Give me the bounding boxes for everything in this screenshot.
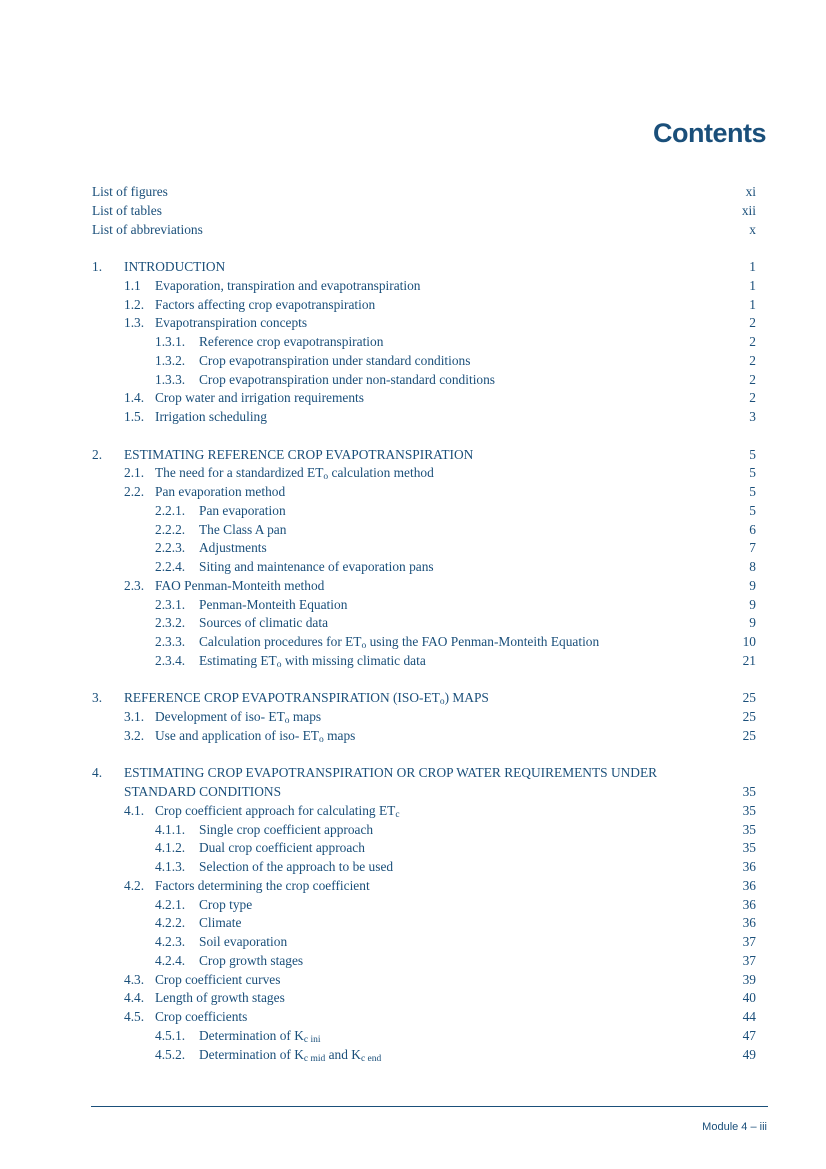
toc-entry-title: [155, 971, 280, 990]
toc-entry-text: Dual crop coefficient approach: [199, 840, 365, 856]
toc-entry-page: xii: [741, 202, 756, 218]
toc-entry-page: 25: [742, 727, 756, 743]
toc-entry-page: 36: [742, 896, 756, 912]
toc-entry-text: using the FAO Penman-Monteith Equation: [366, 634, 600, 649]
toc-entry-subscript: c: [395, 809, 400, 820]
toc-entry-title: [155, 727, 355, 746]
toc-entry[interactable]: [92, 727, 756, 746]
toc-entry-title: [155, 708, 321, 727]
toc-entry-number: 1.3.: [124, 315, 145, 331]
toc-entry-number: 2.2.1.: [155, 502, 186, 518]
toc-entry-page: 35: [742, 784, 756, 799]
toc-entry-subscript: o: [323, 472, 329, 483]
toc-entry[interactable]: [92, 314, 756, 333]
toc-entry-title: [199, 502, 286, 521]
toc-entry-page: 9: [749, 577, 756, 593]
toc-entry-number: 2.1.: [124, 465, 145, 481]
toc-entry-text: ESTIMATING REFERENCE CROP EVAPOTRANSPIRATION: [124, 446, 474, 462]
toc-entry-page: 25: [742, 690, 756, 706]
toc-entry-subscript: o: [276, 659, 282, 670]
toc-entry[interactable]: [92, 596, 756, 615]
toc-entry-subscript: o: [284, 716, 290, 726]
toc-entry-text: List of abbreviations: [92, 221, 203, 237]
toc-entry-number: 4.2.2.: [155, 915, 186, 931]
toc-entry-number: 4.1.3.: [155, 859, 186, 874]
toc-entry-title: [124, 258, 225, 277]
toc-entry-number: 4.1.1.: [155, 821, 186, 837]
toc-entry-page: 8: [749, 559, 756, 574]
toc-entry-page: 25: [742, 709, 756, 724]
toc-entry-page: 2: [749, 390, 756, 406]
toc-entry-title: [155, 464, 434, 483]
toc-entry-page: 35: [742, 821, 756, 837]
toc-entry-page: 21: [742, 652, 756, 668]
toc-entry-number: 1.4.: [124, 390, 145, 406]
toc-entry-number: 4.1.: [124, 802, 145, 818]
toc-entry-text: Evaporation, transpiration and evapotranspiration: [155, 277, 421, 293]
toc-entry-number: 2.: [92, 446, 103, 462]
toc-entry-number: 2.3.4.: [155, 652, 186, 668]
toc-entry-title: [155, 389, 364, 408]
toc-entry[interactable]: [92, 877, 756, 896]
toc-entry[interactable]: [92, 914, 756, 933]
toc-entry-title: [199, 933, 287, 952]
toc-entry-number: 4.5.1.: [155, 1027, 186, 1043]
toc-entry-title: [155, 483, 285, 502]
toc-entry[interactable]: [92, 708, 756, 727]
toc-entry-text: Development of iso- ET: [155, 709, 285, 724]
toc-entry-text: Sources of climatic data: [199, 615, 329, 631]
toc-entry-text: Crop type: [199, 896, 253, 912]
toc-entry-number: 1.: [92, 259, 103, 274]
toc-entry-page: 37: [742, 934, 756, 949]
toc-entry-title: [92, 221, 203, 240]
toc-entry-text: Siting and maintenance of evaporation pans: [199, 559, 434, 574]
toc-entry[interactable]: [92, 821, 756, 840]
toc-entry[interactable]: [92, 258, 756, 277]
toc-entry-text: Single crop coefficient approach: [199, 821, 374, 837]
toc-entry-text: and K: [325, 1046, 361, 1062]
toc-entry-title: [155, 296, 375, 315]
toc-entry-number: 4.4.: [124, 990, 145, 1006]
toc-entry-title: [199, 521, 286, 540]
toc-entry[interactable]: [92, 952, 756, 971]
toc-entry-title: [155, 802, 400, 821]
toc-entry-title: [199, 952, 303, 971]
toc-entry-page: 35: [742, 840, 756, 856]
toc-entry-number: 2.2.4.: [155, 559, 186, 574]
toc-entry-text: Estimating ET: [199, 652, 277, 668]
toc-entry-number: 4.: [92, 765, 103, 781]
toc-entry[interactable]: [92, 989, 756, 1008]
toc-entry-title: [199, 821, 373, 840]
toc-entry-text: The need for a standardized ET: [155, 465, 324, 481]
toc-entry-page: 36: [742, 915, 756, 931]
toc-entry-number: 2.3.1.: [155, 596, 186, 612]
toc-entry-title: [155, 1008, 247, 1027]
toc-entry[interactable]: [92, 202, 756, 221]
toc-entry[interactable]: [92, 652, 756, 671]
toc-entry-title: [155, 408, 267, 427]
toc-entry-title: [199, 371, 495, 390]
toc-entry-title: [92, 202, 162, 221]
toc-entry-text: Climate: [199, 915, 242, 931]
toc-entry-page: 5: [749, 465, 756, 481]
toc-entry-text: Length of growth stages: [155, 990, 285, 1006]
toc-entry[interactable]: [92, 896, 756, 915]
toc-entry-text: Adjustments: [199, 540, 267, 556]
toc-entry-text: Evapotranspiration concepts: [155, 315, 308, 331]
toc-entry[interactable]: [92, 333, 756, 352]
toc-entry-page: 1: [749, 296, 756, 312]
toc-entry-number: 1.1: [124, 277, 141, 293]
toc-entry-text: Crop evapotranspiration under standard conditions: [199, 352, 471, 368]
toc-entry-number: 4.2.3.: [155, 934, 186, 949]
toc-entry-number: 1.5.: [124, 409, 145, 424]
toc-entry-page: 6: [749, 521, 756, 537]
toc-entry-number: 3.2.: [124, 727, 145, 743]
toc-entry[interactable]: [92, 614, 756, 633]
toc-entry-text: List of tables: [92, 202, 162, 218]
toc-entry-number: 1.2.: [124, 296, 145, 312]
toc-entry-page: 7: [749, 540, 756, 556]
toc-entry-page: 2: [749, 352, 756, 368]
toc-entry[interactable]: [92, 446, 756, 465]
toc-entry[interactable]: [92, 221, 756, 240]
toc-entry-number: 4.1.2.: [155, 840, 186, 856]
toc-entry[interactable]: [92, 1008, 756, 1027]
toc-entry-number: 4.3.: [124, 971, 145, 987]
toc-entry-number: 3.: [92, 690, 103, 706]
toc-entry-number: 2.3.3.: [155, 634, 186, 649]
toc-entry[interactable]: [92, 483, 756, 502]
toc-entry-title: [199, 558, 434, 577]
toc-entry[interactable]: [92, 633, 756, 652]
toc-entry[interactable]: [92, 521, 756, 540]
toc-entry-number: 1.3.1.: [155, 334, 186, 349]
toc-entry-text: Factors affecting crop evapotranspiration: [155, 296, 376, 312]
toc-entry-title: [199, 633, 599, 652]
toc-entry-page: 36: [742, 877, 756, 893]
toc-entry-number: 4.2.4.: [155, 952, 186, 968]
toc-entry-subscript: c end: [360, 1053, 382, 1064]
toc-entry-title: [155, 314, 307, 333]
toc-entry[interactable]: [92, 389, 756, 408]
toc-entry-title: [155, 277, 421, 296]
toc-entry-page: 2: [749, 334, 756, 349]
toc-entry-text: maps: [289, 709, 322, 724]
toc-entry-title: [199, 652, 426, 671]
toc-entry-text: ESTIMATING CROP EVAPOTRANSPIRATION OR CROP WATER REQUIREMENTS UNDER: [124, 765, 658, 781]
toc-entry-text: with missing climatic data: [281, 652, 426, 668]
toc-entry[interactable]: [92, 277, 756, 296]
toc-entry[interactable]: [92, 558, 756, 577]
footer-divider: [91, 1106, 768, 1107]
toc-entry[interactable]: [92, 689, 756, 708]
toc-entry-text: Irrigation scheduling: [155, 409, 267, 424]
toc-entry-text: calculation method: [328, 465, 434, 481]
toc-entry-number: 2.3.: [124, 577, 145, 593]
toc-entry-subscript: o: [319, 734, 324, 745]
toc-entry-title: [199, 896, 252, 915]
toc-entry-page: 9: [749, 596, 756, 612]
toc-entry-number: 2.3.2.: [155, 615, 186, 631]
toc-entry-text: Factors determining the crop coefficient: [155, 877, 370, 893]
toc-entry-title: [124, 446, 473, 465]
toc-entry-page: 39: [742, 971, 756, 987]
toc-entry-title: [124, 783, 281, 802]
toc-entry-subscript: o: [439, 697, 445, 708]
toc-entry-title: [199, 614, 328, 633]
toc-entry-text: Reference crop evapotranspiration: [199, 334, 384, 349]
toc-entry[interactable]: [92, 296, 756, 315]
page-footer: Module 4 – iii: [702, 1121, 767, 1133]
toc-entry-page: 37: [742, 952, 756, 968]
toc-entry-number: 4.5.: [124, 1009, 145, 1024]
toc-entry-text: Determination of K: [199, 1027, 304, 1043]
toc-entry-number: 2.2.2.: [155, 521, 186, 537]
toc-entry-page: 10: [742, 634, 756, 649]
toc-entry[interactable]: [92, 408, 756, 427]
toc-entry-page: 47: [742, 1027, 756, 1043]
toc-entry[interactable]: [92, 764, 756, 783]
toc-entry-text: Crop growth stages: [199, 952, 304, 968]
toc-entry-title: [155, 577, 324, 596]
toc-entry-page: 5: [749, 484, 756, 499]
toc-entry-page: 2: [749, 315, 756, 331]
toc-entry-text: Crop coefficients: [155, 1009, 248, 1024]
toc-entry-text: Penman-Monteith Equation: [199, 596, 348, 612]
toc-entry-text: Determination of K: [199, 1046, 304, 1062]
toc-entry-subscript: c ini: [303, 1034, 321, 1045]
toc-entry[interactable]: [92, 1046, 756, 1065]
toc-entry-title: [199, 839, 365, 858]
toc-entry[interactable]: [92, 371, 756, 390]
toc-entry-page: 2: [749, 371, 756, 387]
toc-entry-text: Use and application of iso- ET: [155, 727, 319, 743]
toc-entry-title: [199, 1046, 381, 1065]
toc-entry-number: 2.2.: [124, 484, 145, 499]
toc-entry-page: 36: [742, 859, 756, 874]
toc-entry-text: Pan evaporation: [199, 502, 286, 518]
toc-entry[interactable]: [92, 858, 756, 877]
toc-entry-text: FAO Penman-Monteith method: [155, 577, 325, 593]
toc-entry[interactable]: [92, 539, 756, 558]
toc-entry-page: 3: [749, 409, 756, 424]
toc-entry-text: Crop coefficient curves: [155, 971, 281, 987]
toc-entry-text: Pan evaporation method: [155, 484, 286, 499]
toc-entry-page: 9: [749, 615, 756, 631]
toc-entry[interactable]: [92, 783, 756, 802]
toc-entry-text: Crop water and irrigation requirements: [155, 390, 364, 406]
toc-entry-title: [124, 764, 657, 783]
toc-entry-page: 35: [742, 802, 756, 818]
toc-entry-text: Soil evaporation: [199, 934, 288, 949]
toc-entry-title: [199, 1027, 321, 1046]
table-of-contents: [92, 183, 756, 1064]
toc-entry-title: [199, 914, 241, 933]
toc-entry-title: [199, 539, 267, 558]
toc-entry-subscript: o: [361, 641, 367, 651]
toc-entry-page: 49: [742, 1046, 756, 1062]
toc-entry-number: 3.1.: [124, 709, 145, 724]
toc-entry-text: Calculation procedures for ET: [199, 634, 362, 649]
toc-entry[interactable]: [92, 352, 756, 371]
toc-entry-text: INTRODUCTION: [124, 259, 226, 274]
toc-entry-title: [199, 858, 393, 877]
toc-entry-title: [92, 183, 168, 202]
toc-entry-text: Crop evapotranspiration under non-standard conditions: [199, 371, 496, 387]
toc-entry[interactable]: [92, 971, 756, 990]
toc-entry-text: maps: [323, 727, 356, 743]
toc-entry-title: [124, 689, 489, 708]
toc-entry-page: 5: [749, 446, 756, 462]
toc-entry-title: [199, 333, 383, 352]
toc-entry[interactable]: [92, 502, 756, 521]
toc-entry-text: STANDARD CONDITIONS: [124, 784, 282, 799]
toc-entry-text: The Class A pan: [199, 521, 287, 537]
toc-entry-page: x: [749, 221, 756, 237]
toc-entry-text: Selection of the approach to be used: [199, 859, 394, 874]
toc-entry-page: 1: [749, 277, 756, 293]
page-title: Contents: [653, 118, 766, 148]
toc-entry-number: 2.2.3.: [155, 540, 186, 556]
toc-entry-page: 44: [742, 1009, 756, 1024]
toc-entry-number: 4.2.: [124, 877, 145, 893]
toc-entry-title: [155, 877, 370, 896]
toc-entry-text: Crop coefficient approach for calculating ET: [155, 802, 396, 818]
toc-entry-page: 5: [749, 502, 756, 518]
toc-entry-number: 4.5.2.: [155, 1046, 186, 1062]
toc-entry-title: [155, 989, 285, 1008]
toc-entry-text: ) MAPS: [444, 690, 489, 706]
toc-entry[interactable]: [92, 183, 756, 202]
toc-entry-number: 1.3.3.: [155, 371, 186, 387]
toc-entry-page: 40: [742, 990, 756, 1006]
toc-entry-number: 1.3.2.: [155, 352, 186, 368]
toc-entry-subscript: c mid: [303, 1053, 326, 1064]
toc-entry[interactable]: [92, 1027, 756, 1046]
toc-entry[interactable]: [92, 802, 756, 821]
toc-entry[interactable]: [92, 839, 756, 858]
toc-entry[interactable]: [92, 933, 756, 952]
toc-entry-text: List of figures: [92, 184, 168, 199]
toc-entry-text: REFERENCE CROP EVAPOTRANSPIRATION (ISO-ET: [124, 690, 440, 706]
toc-entry-number: 4.2.1.: [155, 896, 186, 912]
toc-entry-title: [199, 352, 470, 371]
toc-entry-page: xi: [745, 184, 756, 199]
toc-entry-title: [199, 596, 347, 615]
toc-entry-page: 1: [749, 259, 756, 274]
toc-entry[interactable]: [92, 464, 756, 483]
toc-entry[interactable]: [92, 577, 756, 596]
